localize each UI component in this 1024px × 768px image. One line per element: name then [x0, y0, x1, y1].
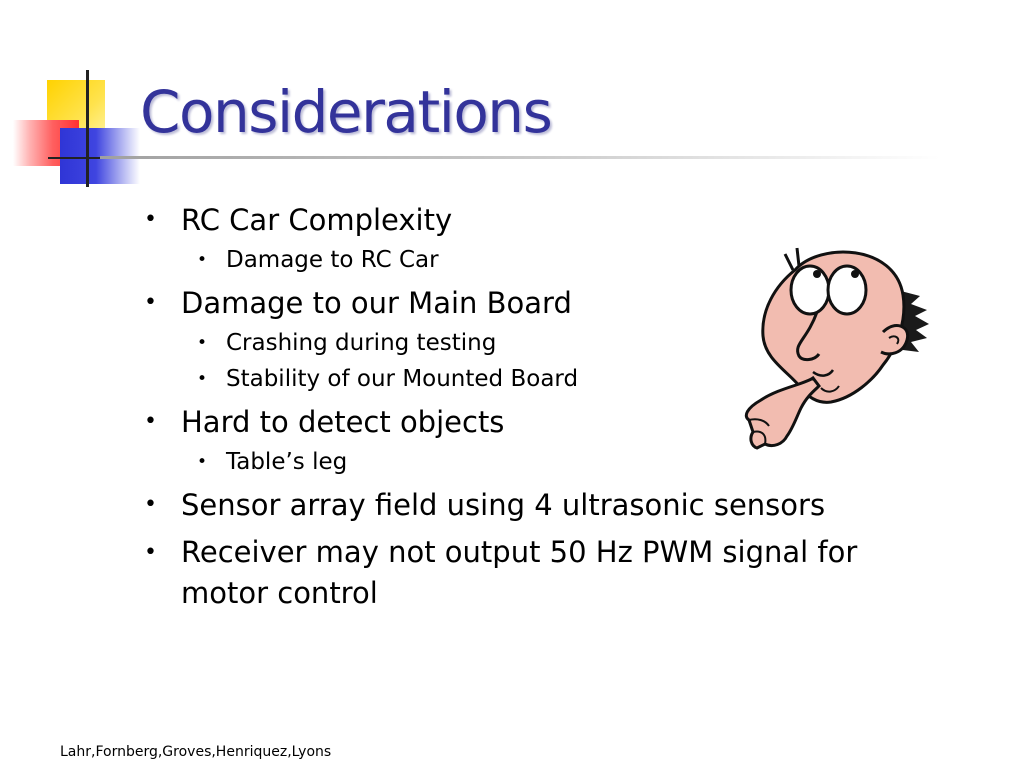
bullet-glyph: •	[144, 290, 157, 315]
bullet-text: RC Car Complexity	[181, 203, 453, 237]
bullet-text: Receiver may not output 50 Hz PWM signal for motor control	[181, 535, 858, 610]
hand-icon	[746, 378, 819, 448]
bullet-text: Damage to RC Car	[226, 247, 439, 273]
bullet-glyph: •	[197, 333, 208, 353]
bullet-glyph: •	[197, 369, 208, 389]
bullet-item	[140, 485, 900, 525]
right-eye-icon	[828, 266, 866, 314]
title-underline	[100, 156, 940, 159]
slide-footer: Lahr,Fornberg,Groves,Henriquez,Lyons	[60, 744, 332, 760]
bullet-text: Table’s leg	[226, 449, 348, 475]
left-eye-icon	[791, 266, 829, 314]
bullet-text: Crashing during testing	[226, 330, 497, 356]
bullet-glyph: •	[144, 540, 157, 565]
bullet-glyph: •	[144, 207, 157, 232]
vertical-line	[86, 70, 89, 187]
bullet-glyph: •	[144, 409, 157, 434]
bullet-item	[140, 532, 900, 614]
bullet-text: Sensor array field using 4 ultrasonic sensors	[181, 488, 826, 522]
bullet-glyph: •	[197, 250, 208, 270]
bullet-item	[140, 200, 900, 240]
corner-squares-logo	[0, 0, 150, 200]
bullet-text: Stability of our Mounted Board	[226, 366, 579, 392]
thinking-man-icon	[735, 240, 935, 455]
bullet-text: Damage to our Main Board	[181, 286, 572, 320]
slide-title: Considerations	[140, 78, 552, 146]
bullet-glyph: •	[144, 492, 157, 517]
bullet-text: Hard to detect objects	[181, 405, 505, 439]
bullet-glyph: •	[197, 452, 208, 472]
